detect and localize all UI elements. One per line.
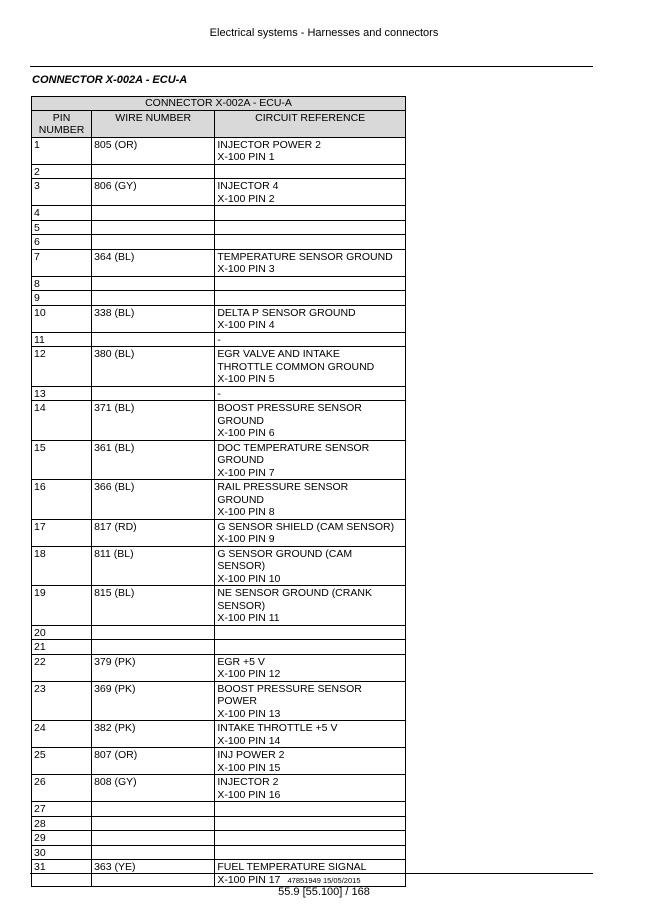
pin-number-cell: 9 [32, 291, 92, 306]
pin-number-cell: 14 [32, 401, 92, 441]
circuit-reference-cell [215, 347, 406, 387]
column-header-pin: PIN NUMBER [32, 110, 92, 137]
pin-number-cell: 29 [32, 831, 92, 846]
wire-number-cell [92, 845, 215, 860]
wire-number-cell [92, 802, 215, 817]
circuit-reference-line: GROUND [217, 414, 265, 427]
wire-number-cell: 817 (RD) [92, 519, 215, 546]
circuit-reference-line: X-100 PIN 4 [217, 319, 275, 331]
circuit-reference-line: X-100 PIN 1 [217, 151, 275, 163]
circuit-reference-line: X-100 PIN 17 [217, 873, 281, 886]
pin-number-cell: 7 [32, 249, 92, 276]
table-row [32, 586, 406, 626]
table-row [32, 625, 406, 640]
circuit-reference-cell [215, 220, 406, 235]
circuit-reference-line: EGR VALVE AND INTAKE [217, 348, 340, 360]
table-row [32, 640, 406, 655]
circuit-reference-line: X-100 PIN 2 [217, 192, 275, 205]
circuit-reference-line: X-100 PIN 15 [217, 761, 281, 774]
wire-number-cell: 363 (YE) [92, 860, 215, 887]
circuit-reference-cell [215, 625, 406, 640]
circuit-reference-line: X-100 PIN 7 [217, 466, 275, 479]
pin-number-cell: 6 [32, 235, 92, 250]
wire-number-cell: 806 (GY) [92, 179, 215, 206]
circuit-reference-cell [215, 586, 406, 626]
table-row [32, 654, 406, 681]
table-row [32, 291, 406, 306]
table-row [32, 235, 406, 250]
wire-number-cell [92, 206, 215, 221]
circuit-reference-line: G SENSOR SHIELD (CAM SENSOR) [217, 520, 395, 533]
circuit-reference-line: GROUND [217, 454, 265, 466]
circuit-reference-cell [215, 401, 406, 441]
table-row [32, 386, 406, 401]
header-divider [30, 66, 593, 67]
footer-doc-id: 47851949 15/05/2015 [287, 876, 361, 885]
table-row [32, 276, 406, 291]
circuit-reference-line: X-100 PIN 6 [217, 427, 275, 439]
table-body [32, 137, 406, 887]
footer-page-number: 55.9 [55.100] / 168 [278, 886, 370, 898]
circuit-reference-cell [215, 305, 406, 332]
pin-number-cell: 22 [32, 654, 92, 681]
circuit-reference-line: NE SENSOR GROUND (CRANK [217, 587, 372, 599]
circuit-reference-cell [215, 291, 406, 306]
footer-divider [30, 873, 593, 874]
pin-number-cell: 2 [32, 164, 92, 179]
wire-number-cell: 382 (PK) [92, 721, 215, 748]
table-row [32, 164, 406, 179]
table-row [32, 480, 406, 520]
circuit-reference-line: EGR +5 V [217, 655, 265, 668]
circuit-reference-line: INJECTOR 2 [217, 776, 279, 788]
pin-number-cell: 1 [32, 137, 92, 164]
circuit-reference-line: DELTA P SENSOR GROUND [217, 306, 356, 319]
circuit-reference-line: INJ POWER 2 [217, 749, 285, 761]
table-row [32, 681, 406, 721]
table-row [32, 845, 406, 860]
circuit-reference-line: X-100 PIN 9 [217, 533, 275, 545]
circuit-reference-cell [215, 206, 406, 221]
wire-number-cell: 805 (OR) [92, 137, 215, 164]
circuit-reference-cell [215, 386, 406, 401]
circuit-reference-cell [215, 480, 406, 520]
table-row [32, 775, 406, 802]
table-row [32, 831, 406, 846]
circuit-reference-line: SENSOR) [217, 560, 266, 572]
circuit-reference-line: FUEL TEMPERATURE SIGNAL [217, 861, 367, 873]
pin-number-cell: 25 [32, 748, 92, 775]
table-row [32, 748, 406, 775]
circuit-reference-line: POWER [217, 695, 258, 707]
wire-number-cell: 808 (GY) [92, 775, 215, 802]
wire-number-cell: 361 (BL) [92, 440, 215, 480]
circuit-reference-line: X-100 PIN 13 [217, 707, 281, 720]
pin-number-cell: 17 [32, 519, 92, 546]
circuit-reference-cell [215, 546, 406, 586]
table-row [32, 347, 406, 387]
table-row [32, 220, 406, 235]
pin-number-cell: 15 [32, 440, 92, 480]
table-row [32, 332, 406, 347]
pin-number-cell: 27 [32, 802, 92, 817]
circuit-reference-cell [215, 681, 406, 721]
circuit-reference-line: X-100 PIN 14 [217, 734, 281, 747]
circuit-reference-line: X-100 PIN 16 [217, 788, 281, 801]
section-title: CONNECTOR X-002A - ECU-A [32, 74, 188, 86]
wire-number-cell: 364 (BL) [92, 249, 215, 276]
table-row [32, 249, 406, 276]
wire-number-cell [92, 291, 215, 306]
wire-number-cell [92, 220, 215, 235]
circuit-reference-cell [215, 276, 406, 291]
circuit-reference-line: INJECTOR 4 [217, 180, 279, 192]
circuit-reference-cell [215, 845, 406, 860]
wire-number-cell: 807 (OR) [92, 748, 215, 775]
wire-number-cell: 338 (BL) [92, 305, 215, 332]
circuit-reference-line: TEMPERATURE SENSOR GROUND [217, 250, 393, 263]
circuit-reference-cell [215, 137, 406, 164]
circuit-reference-cell [215, 440, 406, 480]
table-row [32, 721, 406, 748]
circuit-reference-cell [215, 519, 406, 546]
pin-number-cell: 24 [32, 721, 92, 748]
circuit-reference-cell [215, 816, 406, 831]
circuit-reference-line: SENSOR) [217, 599, 266, 612]
circuit-reference-cell [215, 775, 406, 802]
pin-number-cell: 30 [32, 845, 92, 860]
table-row [32, 401, 406, 441]
table-row [32, 137, 406, 164]
wire-number-cell [92, 831, 215, 846]
circuit-reference-cell [215, 179, 406, 206]
pin-number-cell: 12 [32, 347, 92, 387]
wire-number-cell [92, 164, 215, 179]
wire-number-cell: 815 (BL) [92, 586, 215, 626]
table-row [32, 546, 406, 586]
table-row [32, 802, 406, 817]
connector-table [31, 96, 406, 887]
wire-number-cell [92, 332, 215, 347]
wire-number-cell: 369 (PK) [92, 681, 215, 721]
wire-number-cell [92, 235, 215, 250]
wire-number-cell [92, 625, 215, 640]
column-header-circuit: CIRCUIT REFERENCE [215, 110, 406, 137]
table-caption: CONNECTOR X-002A - ECU-A [32, 97, 406, 111]
table-row [32, 305, 406, 332]
wire-number-cell [92, 386, 215, 401]
wire-number-cell: 380 (BL) [92, 347, 215, 387]
circuit-reference-line: BOOST PRESSURE SENSOR [217, 682, 362, 695]
circuit-reference-line: INTAKE THROTTLE +5 V [217, 722, 338, 734]
circuit-reference-line: - [217, 333, 221, 346]
wire-number-cell: 366 (BL) [92, 480, 215, 520]
pin-number-cell: 19 [32, 586, 92, 626]
circuit-reference-cell [215, 640, 406, 655]
pin-number-cell: 11 [32, 332, 92, 347]
circuit-reference-cell [215, 802, 406, 817]
circuit-reference-line: - [217, 387, 221, 400]
pin-number-cell: 13 [32, 386, 92, 401]
page-header: Electrical systems - Harnesses and connectors [209, 27, 439, 39]
table-row [32, 179, 406, 206]
circuit-reference-cell [215, 748, 406, 775]
pin-number-cell: 26 [32, 775, 92, 802]
circuit-reference-cell [215, 654, 406, 681]
circuit-reference-line: THROTTLE COMMON GROUND [217, 360, 375, 373]
circuit-reference-cell [215, 235, 406, 250]
circuit-reference-line: DOC TEMPERATURE SENSOR [217, 441, 370, 454]
table-row [32, 519, 406, 546]
pin-number-cell: 8 [32, 276, 92, 291]
pin-number-cell: 23 [32, 681, 92, 721]
circuit-reference-line: X-100 PIN 12 [217, 668, 281, 680]
circuit-reference-cell [215, 721, 406, 748]
pin-number-cell: 21 [32, 640, 92, 655]
pin-number-cell: 18 [32, 546, 92, 586]
pin-number-cell: 10 [32, 305, 92, 332]
wire-number-cell [92, 276, 215, 291]
circuit-reference-line: X-100 PIN 5 [217, 373, 275, 385]
wire-number-cell [92, 640, 215, 655]
table-row [32, 206, 406, 221]
circuit-reference-line: X-100 PIN 11 [217, 612, 280, 624]
pin-number-cell: 3 [32, 179, 92, 206]
circuit-reference-line: GROUND [217, 493, 265, 506]
circuit-reference-cell [215, 164, 406, 179]
pin-number-cell: 5 [32, 220, 92, 235]
circuit-reference-line: RAIL PRESSURE SENSOR [217, 481, 349, 493]
circuit-reference-cell [215, 249, 406, 276]
pin-number-cell: 4 [32, 206, 92, 221]
circuit-reference-line: G SENSOR GROUND (CAM [217, 547, 353, 560]
pin-number-cell: 28 [32, 816, 92, 831]
circuit-reference-cell [215, 831, 406, 846]
pin-number-cell: 20 [32, 625, 92, 640]
table-row [32, 440, 406, 480]
circuit-reference-line: X-100 PIN 10 [217, 572, 281, 585]
circuit-reference-line: INJECTOR POWER 2 [217, 138, 321, 151]
circuit-reference-line: X-100 PIN 3 [217, 263, 275, 275]
wire-number-cell: 811 (BL) [92, 546, 215, 586]
pin-number-cell: 16 [32, 480, 92, 520]
column-header-wire: WIRE NUMBER [92, 110, 215, 137]
wire-number-cell: 379 (PK) [92, 654, 215, 681]
circuit-reference-line: BOOST PRESSURE SENSOR [217, 402, 362, 414]
wire-number-cell [92, 816, 215, 831]
wire-number-cell: 371 (BL) [92, 401, 215, 441]
pin-number-cell: 31 [32, 860, 92, 887]
circuit-reference-cell [215, 332, 406, 347]
circuit-reference-line: X-100 PIN 8 [217, 506, 275, 518]
table-row [32, 816, 406, 831]
